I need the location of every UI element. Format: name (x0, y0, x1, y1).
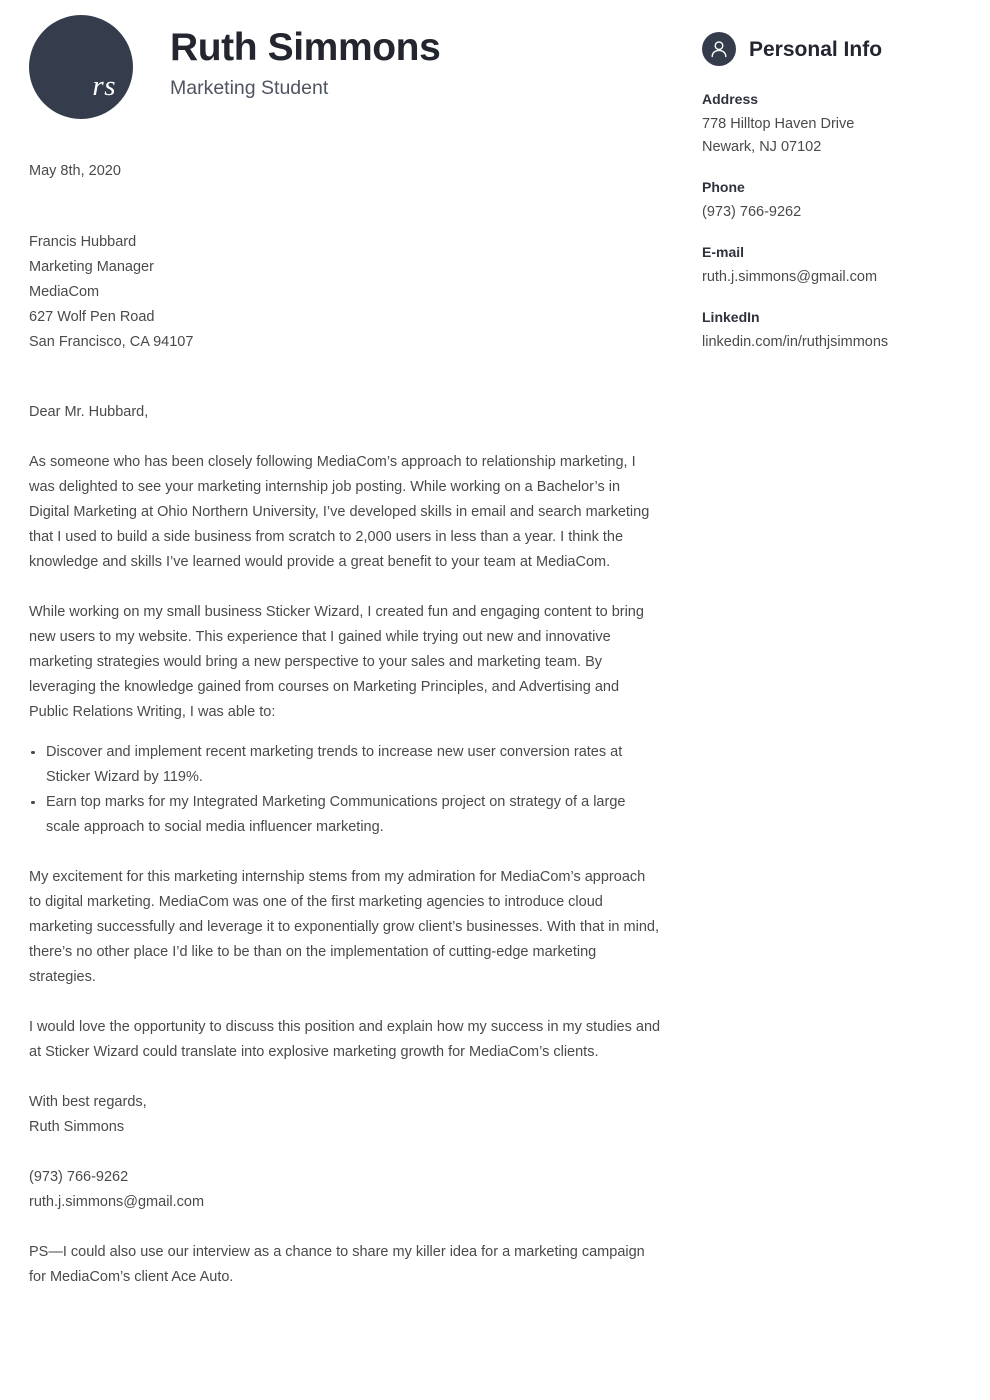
info-group-address (702, 88, 962, 159)
info-group-email (702, 241, 962, 289)
recipient-name: Francis Hubbard (29, 234, 137, 250)
list-item: Earn top marks for my Integrated Marketing Communications project on strategy of a large scale approach to social media influencer marketing. (29, 790, 661, 840)
letter-date: May 8th, 2020 (29, 163, 121, 179)
letter-postscript: PS—I could also use our interview as a chance to share my killer idea for a marketing campaign for MediaCom’s client Ace Auto. (29, 1243, 645, 1285)
letter-paragraph-2: While working on my small business Sticker Wizard, I created fun and engaging content to bring new users to my website. This experience that I gained while trying out new and innovative marketing strategies would bring a new perspective to your sales and marketing team. By leveraging the knowledge gained from courses on Marketing Principles, and Advertising and Public Relations Writing, I was able to: (29, 604, 644, 720)
recipient-address-block (29, 230, 664, 355)
recipient-city: San Francisco, CA 94107 (29, 334, 194, 350)
name-block (170, 28, 440, 105)
closing-signature-name: Ruth Simmons (29, 1118, 125, 1135)
info-group-linkedin (702, 306, 962, 354)
avatar (29, 15, 133, 119)
info-value: 778 Hilltop Haven Drive (702, 116, 855, 132)
info-value: Newark, NJ 07102 (702, 139, 822, 155)
info-value: (973) 766-9262 (702, 204, 802, 220)
closing-contact-block (29, 1165, 664, 1215)
info-label: Address (702, 91, 759, 107)
avatar-initials-text: rs (92, 70, 116, 102)
recipient-street: 627 Wolf Pen Road (29, 309, 155, 325)
info-group-phone (702, 176, 962, 224)
achievement-list (29, 740, 661, 840)
personal-info-sidebar (702, 32, 962, 371)
recipient-company: MediaCom (29, 284, 100, 300)
letter-paragraph-1: As someone who has been closely following MediaCom’s approach to relationship marketing, I was delighted to see your marketing internship job posting. While working on a Bachelor’s in Digital Marketing at Ohio Northern University, I’ve developed skills in email and search marketing that I used to build a side business from scratch to 2,000 users in less than a year. I think the knowledge and skills I’ve learned would provide a great benefit to your team at MediaCom. (29, 454, 650, 570)
info-label: E-mail (702, 244, 745, 260)
closing-email: ruth.j.simmons@gmail.com (29, 1193, 205, 1210)
sidebar-header (702, 32, 962, 66)
page-title: Ruth Simmons (170, 26, 441, 70)
info-value[interactable]: ruth.j.simmons@gmail.com (702, 269, 878, 285)
letter-header (29, 0, 664, 108)
letter-paragraph-4: I would love the opportunity to discuss this position and explain how my success in my studies and at Sticker Wizard could translate into explosive marketing growth for MediaCom’s clients. (29, 1018, 661, 1060)
recipient-title: Marketing Manager (29, 259, 154, 275)
job-title: Marketing Student (170, 77, 329, 100)
sidebar-title: Personal Info (749, 37, 883, 61)
person-icon (702, 32, 736, 66)
letter-closing (29, 1090, 664, 1140)
info-value[interactable]: linkedin.com/in/ruthjsimmons (702, 334, 889, 350)
letter-paragraph-3: My excitement for this marketing internship stems from my admiration for MediaCom’s approach to digital marketing. MediaCom was one of the first marketing agencies to introduce cloud marketing successfully and leverage it to exponentially grow client’s businesses. With that in mind, there’s no other place I’d like to be than on the implementation of cutting-edge marketing strategies. (29, 868, 659, 985)
info-label: LinkedIn (702, 309, 760, 325)
closing-phone: (973) 766-9262 (29, 1168, 129, 1185)
list-item: Discover and implement recent marketing trends to increase new user conversion rates at Sticker Wizard by 119%. (29, 740, 661, 790)
closing-salutation: With best regards, (29, 1093, 147, 1110)
letter-greeting: Dear Mr. Hubbard, (29, 404, 149, 420)
letter-column (29, 0, 664, 1304)
info-label: Phone (702, 179, 745, 195)
